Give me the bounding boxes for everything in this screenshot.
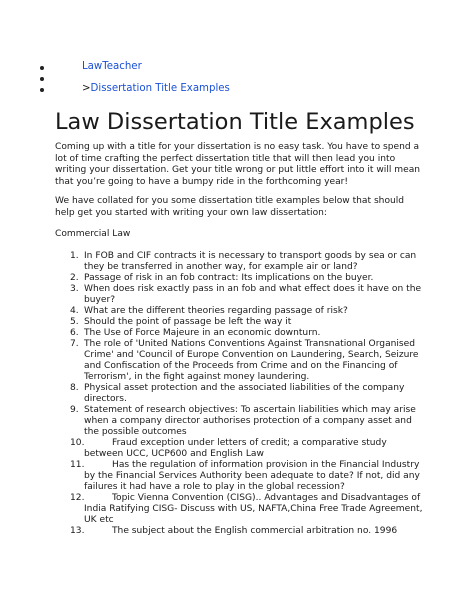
list-item bbox=[0, 328, 474, 339]
list-item-text: Statement of research objectives: To ascertain liabilities which may arise when a company director authorises protection of a company asset and the possible outcomes bbox=[84, 405, 416, 437]
list-item-number: 7. bbox=[70, 339, 79, 349]
list-item bbox=[0, 493, 474, 526]
breadcrumb-item bbox=[0, 83, 474, 97]
list-item-number: 4. bbox=[70, 306, 79, 316]
breadcrumb bbox=[0, 61, 474, 97]
list-item-number: 8. bbox=[70, 383, 79, 393]
list-item bbox=[0, 306, 474, 317]
list-item-number: 1. bbox=[70, 251, 79, 261]
breadcrumb-item bbox=[0, 75, 474, 86]
list-item bbox=[0, 317, 474, 328]
breadcrumb-separator: > bbox=[82, 83, 91, 94]
intro-paragraph-2: We have collated for you some dissertation title examples below that should help get you started with writing your own law dissertation: bbox=[55, 196, 405, 218]
list-item-text: The role of 'United Nations Conventions Against Transnational Organised Crime' and 'Council of Europe Convention on Laundering, Search, Seizure and Confiscation of the Proceeds from Crime and on the Financing of Terrorism', in the fight against money laundering. bbox=[84, 339, 419, 382]
list-item bbox=[0, 438, 474, 460]
list-item bbox=[0, 526, 474, 537]
list-item-number: 12. bbox=[70, 493, 85, 503]
list-item bbox=[0, 460, 474, 493]
list-item-number: 9. bbox=[70, 405, 79, 415]
list-item bbox=[0, 339, 474, 383]
list-item-number: 6. bbox=[70, 328, 79, 338]
list-item-number: 2. bbox=[70, 273, 79, 283]
list-item bbox=[0, 383, 474, 405]
list-item-number: 3. bbox=[70, 284, 79, 294]
bullet-icon bbox=[40, 88, 44, 92]
intro-paragraph: Coming up with a title for your dissertation is no easy task. You have to spend a lot of time crafting the perfect dissertation title that will then lead you into writing your dissertation. Get your title wrong or put little effort into it will mean that you’re going to have a bumpy ride in the forthcoming year! bbox=[55, 142, 421, 187]
page-title: Law Dissertation Title Examples bbox=[55, 109, 415, 135]
list-item-number: 5. bbox=[70, 317, 79, 327]
list-item-text: Should the point of passage be left the way it bbox=[84, 317, 292, 327]
list-item-text: When does risk exactly pass in an fob and what effect does it have on the buyer? bbox=[84, 284, 422, 305]
list-item-text: Passage of risk in an fob contract: Its implications on the buyer. bbox=[84, 273, 374, 283]
list-item-number: 13. bbox=[70, 526, 85, 536]
list-item-number: 11. bbox=[70, 460, 85, 470]
title-examples-list bbox=[0, 251, 474, 537]
list-item-text: Topic Vienna Convention (CISG).. Advantages and Disadvantages of India Ratifying CISG- Discuss with US, NAFTA,China Free Trade Agreement, UK etc bbox=[84, 493, 423, 525]
list-item-text: The Use of Force Majeure in an economic downturn. bbox=[84, 328, 321, 338]
list-item-text: Physical asset protection and the associated liabilities of the company directors. bbox=[84, 383, 405, 404]
bullet-icon bbox=[40, 77, 44, 81]
list-item-text: Fraud exception under letters of credit; a comparative study between UCC, UCP600 and English Law bbox=[84, 438, 387, 459]
list-item-text: The subject about the English commercial arbitration no. 1996 bbox=[112, 526, 398, 536]
list-item bbox=[0, 251, 474, 273]
list-item bbox=[0, 273, 474, 284]
list-item bbox=[0, 284, 474, 306]
breadcrumb-item bbox=[0, 61, 474, 75]
list-item-text: What are the different theories regarding passage of risk? bbox=[84, 306, 348, 316]
breadcrumb-link-lawteacher[interactable]: LawTeacher bbox=[82, 61, 142, 72]
bullet-icon bbox=[40, 66, 44, 70]
list-item-number: 10. bbox=[70, 438, 85, 448]
list-item-text: In FOB and CIF contracts it is necessary to transport goods by sea or can they be transferred in another way, for example air or land? bbox=[84, 251, 417, 272]
section-heading: Commercial Law bbox=[55, 229, 131, 239]
list-item bbox=[0, 405, 474, 438]
list-item-text: Has the regulation of information provision in the Financial Industry by the Financial Services Authority been adequate to date? If not, did any failures it had have a role to play in the global recession? bbox=[84, 460, 420, 492]
breadcrumb-link-dissertation-title-examples[interactable]: Dissertation Title Examples bbox=[90, 83, 230, 94]
